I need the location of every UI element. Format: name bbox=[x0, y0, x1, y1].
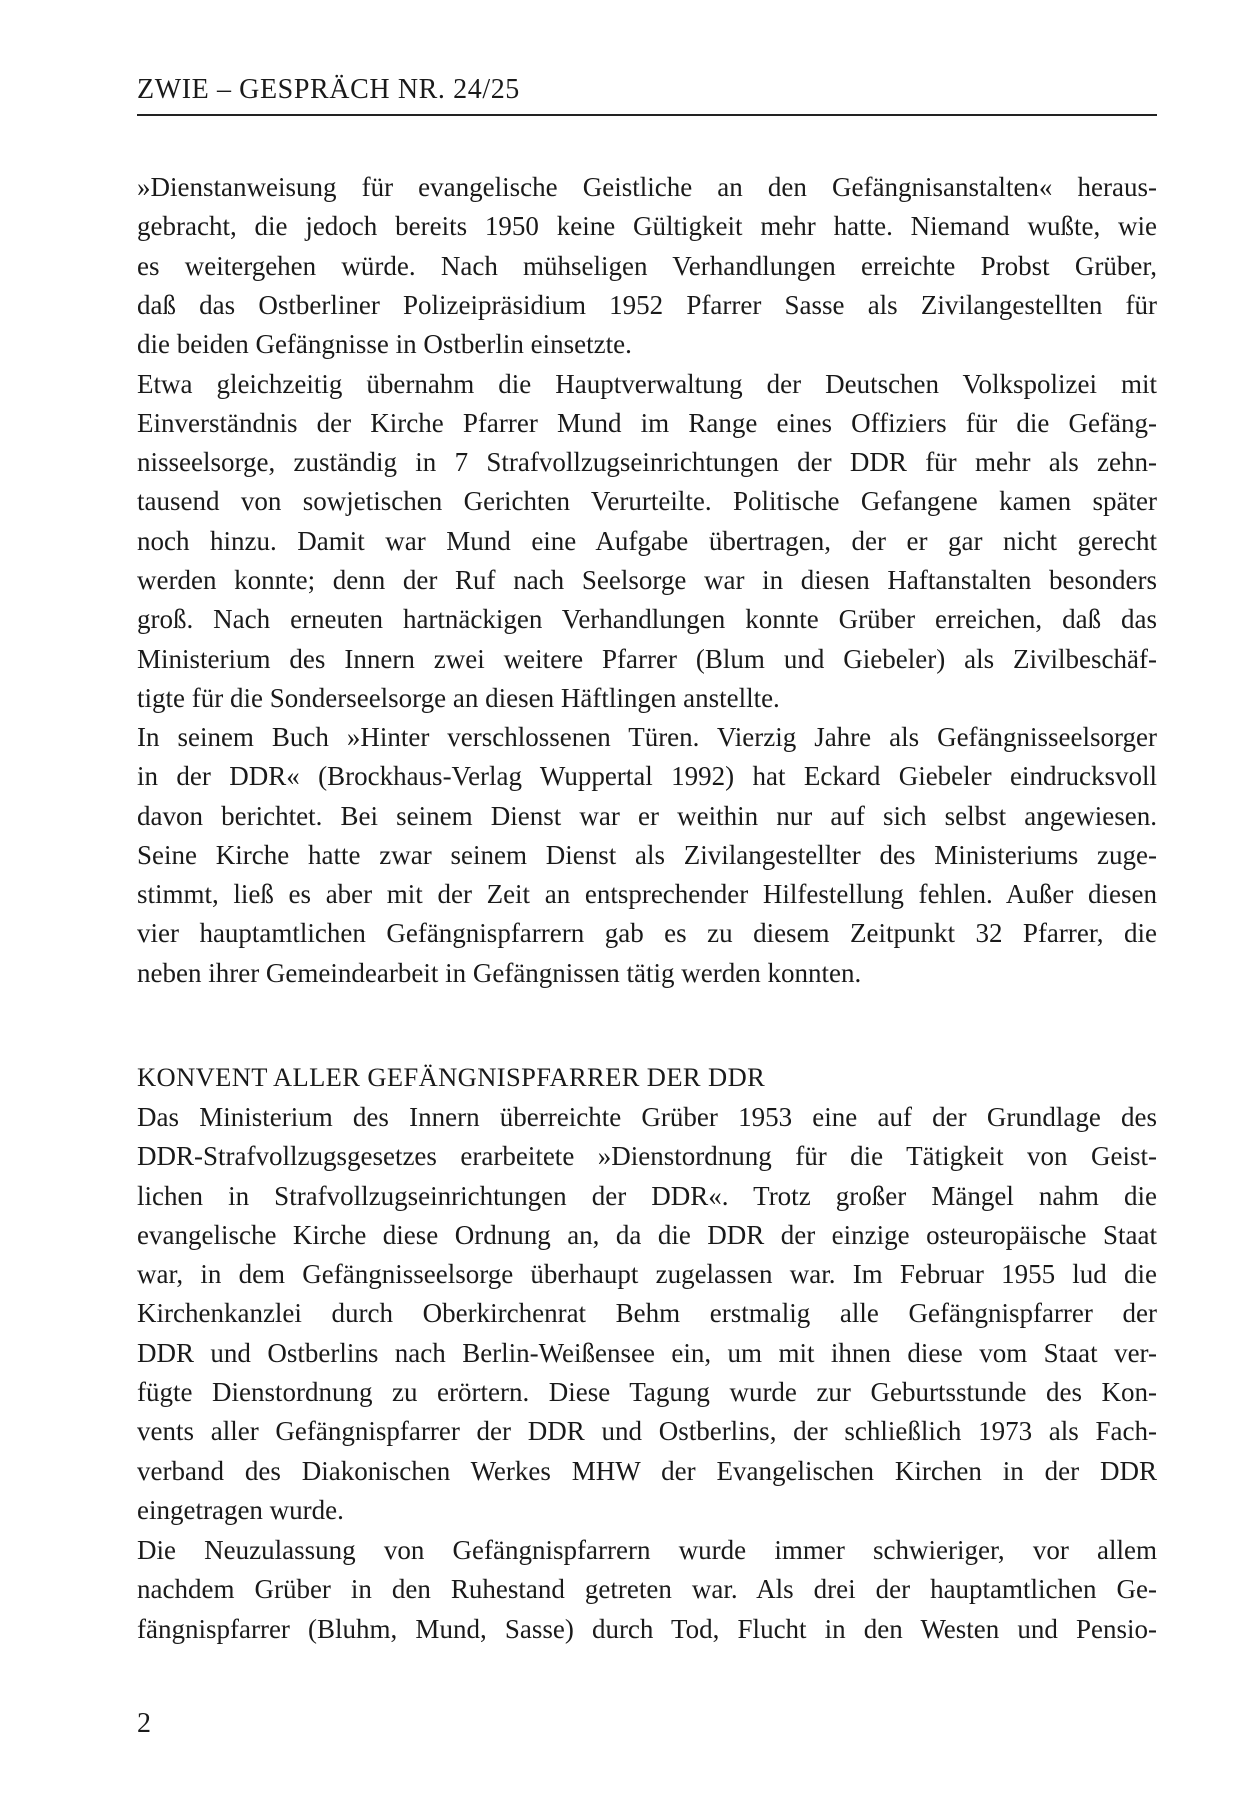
section-heading: KONVENT ALLER GEFÄNGNISPFARRER DER DDR bbox=[137, 1062, 766, 1092]
text-line: Kirchenkanzlei durch Oberkirchenrat Behm erstmalig alle Gefängnispfarrer der bbox=[137, 1298, 1157, 1329]
text-line: nisseelsorge, zuständig in 7 Strafvollzugseinrichtungen der DDR für mehr als zehn- bbox=[137, 447, 1157, 478]
text-line: werden konnte; denn der Ruf nach Seelsorge war in diesen Haftanstalten besonders bbox=[137, 564, 1157, 595]
page-number: 2 bbox=[137, 1708, 151, 1739]
text-line: Ministerium des Innern zwei weitere Pfarrer (Blum und Giebeler) als Zivilbeschäf- bbox=[137, 643, 1157, 674]
text-line: DDR-Strafvollzugsgesetzes erarbeitete »Dienstordnung für die Tätigkeit von Geist- bbox=[137, 1141, 1157, 1172]
text-line: es weitergehen würde. Nach mühseligen Verhandlungen erreichte Probst Grüber, bbox=[137, 250, 1157, 281]
document-page bbox=[137, 0, 1157, 1813]
text-line: Seine Kirche hatte zwar seinem Dienst als Zivilangestellter des Ministeriums zuge- bbox=[137, 839, 1157, 870]
text-line: lichen in Strafvollzugseinrichtungen der DDR«. Trotz großer Mängel nahm die bbox=[137, 1180, 1157, 1211]
text-line: daß das Ostberliner Polizeipräsidium 1952 Pfarrer Sasse als Zivilangestellten für bbox=[137, 289, 1157, 320]
text-line: verband des Diakonischen Werkes MHW der Evangelischen Kirchen in der DDR bbox=[137, 1455, 1157, 1486]
paragraph-1 bbox=[137, 168, 1157, 364]
running-header: ZWIE – GESPRÄCH NR. 24/25 bbox=[137, 74, 520, 105]
text-line: stimmt, ließ es aber mit der Zeit an entsprechender Hilfestellung fehlen. Außer diesen bbox=[137, 879, 1157, 910]
text-line: evangelische Kirche diese Ordnung an, da die DDR der einzige osteuropäische Staat bbox=[137, 1219, 1157, 1250]
text-line: tigte für die Sonderseelsorge an diesen Häftlingen anstellte. bbox=[137, 682, 780, 713]
text-line: fängnispfarrer (Bluhm, Mund, Sasse) durch Tod, Flucht in den Westen und Pensio- bbox=[137, 1613, 1157, 1644]
text-line: davon berichtet. Bei seinem Dienst war er weithin nur auf sich selbst angewiesen. bbox=[137, 800, 1157, 831]
text-line: Einverständnis der Kirche Pfarrer Mund im Range eines Offiziers für die Gefäng- bbox=[137, 407, 1157, 438]
text-line: gebracht, die jedoch bereits 1950 keine Gültigkeit mehr hatte. Niemand wußte, wie bbox=[137, 211, 1157, 242]
text-line: eingetragen wurde. bbox=[137, 1494, 344, 1525]
text-line: war, in dem Gefängnisseelsorge überhaupt zugelassen war. Im Februar 1955 lud die bbox=[137, 1259, 1157, 1290]
paragraph-2 bbox=[137, 365, 1157, 719]
text-line: noch hinzu. Damit war Mund eine Aufgabe übertragen, der er gar nicht gerecht bbox=[137, 525, 1157, 556]
text-line: neben ihrer Gemeindearbeit in Gefängnissen tätig werden konnten. bbox=[137, 957, 862, 988]
text-line: Die Neuzulassung von Gefängnispfarrern wurde immer schwieriger, vor allem bbox=[137, 1535, 1157, 1565]
text-line: fügte Dienstordnung zu erörtern. Diese Tagung wurde zur Geburtsstunde des Kon- bbox=[137, 1377, 1157, 1408]
text-line: in der DDR« (Brockhaus-Verlag Wuppertal 1992) hat Eckard Giebeler eindrucksvoll bbox=[137, 761, 1157, 792]
header-rule bbox=[137, 114, 1157, 116]
text-line: Das Ministerium des Innern überreichte Grüber 1953 eine auf der Grundlage des bbox=[137, 1102, 1157, 1132]
text-line: Etwa gleichzeitig übernahm die Hauptverwaltung der Deutschen Volkspolizei mit bbox=[137, 368, 1157, 399]
text-line: die beiden Gefängnisse in Ostberlin einsetzte. bbox=[137, 329, 632, 360]
text-line: nachdem Grüber in den Ruhestand getreten war. Als drei der hauptamtlichen Ge- bbox=[137, 1574, 1157, 1605]
section-paragraph-2 bbox=[137, 1531, 1157, 1649]
text-line: tausend von sowjetischen Gerichten Verurteilte. Politische Gefangene kamen später bbox=[137, 486, 1157, 517]
text-line: In seinem Buch »Hinter verschlossenen Türen. Vierzig Jahre als Gefängnisseelsorger bbox=[137, 722, 1157, 752]
text-line: DDR und Ostberlins nach Berlin-Weißensee ein, um mit ihnen diese vom Staat ver- bbox=[137, 1337, 1157, 1368]
text-line: groß. Nach erneuten hartnäckigen Verhandlungen konnte Grüber erreichen, daß das bbox=[137, 604, 1157, 635]
section-paragraph-1 bbox=[137, 1098, 1157, 1530]
text-line: vents aller Gefängnispfarrer der DDR und Ostberlins, der schließlich 1973 als Fach- bbox=[137, 1416, 1157, 1447]
text-line: vier hauptamtlichen Gefängnispfarrern gab es zu diesem Zeitpunkt 32 Pfarrer, die bbox=[137, 918, 1157, 949]
text-line: »Dienstanweisung für evangelische Geistliche an den Gefängnisanstalten« heraus- bbox=[137, 172, 1157, 202]
paragraph-3 bbox=[137, 718, 1157, 993]
